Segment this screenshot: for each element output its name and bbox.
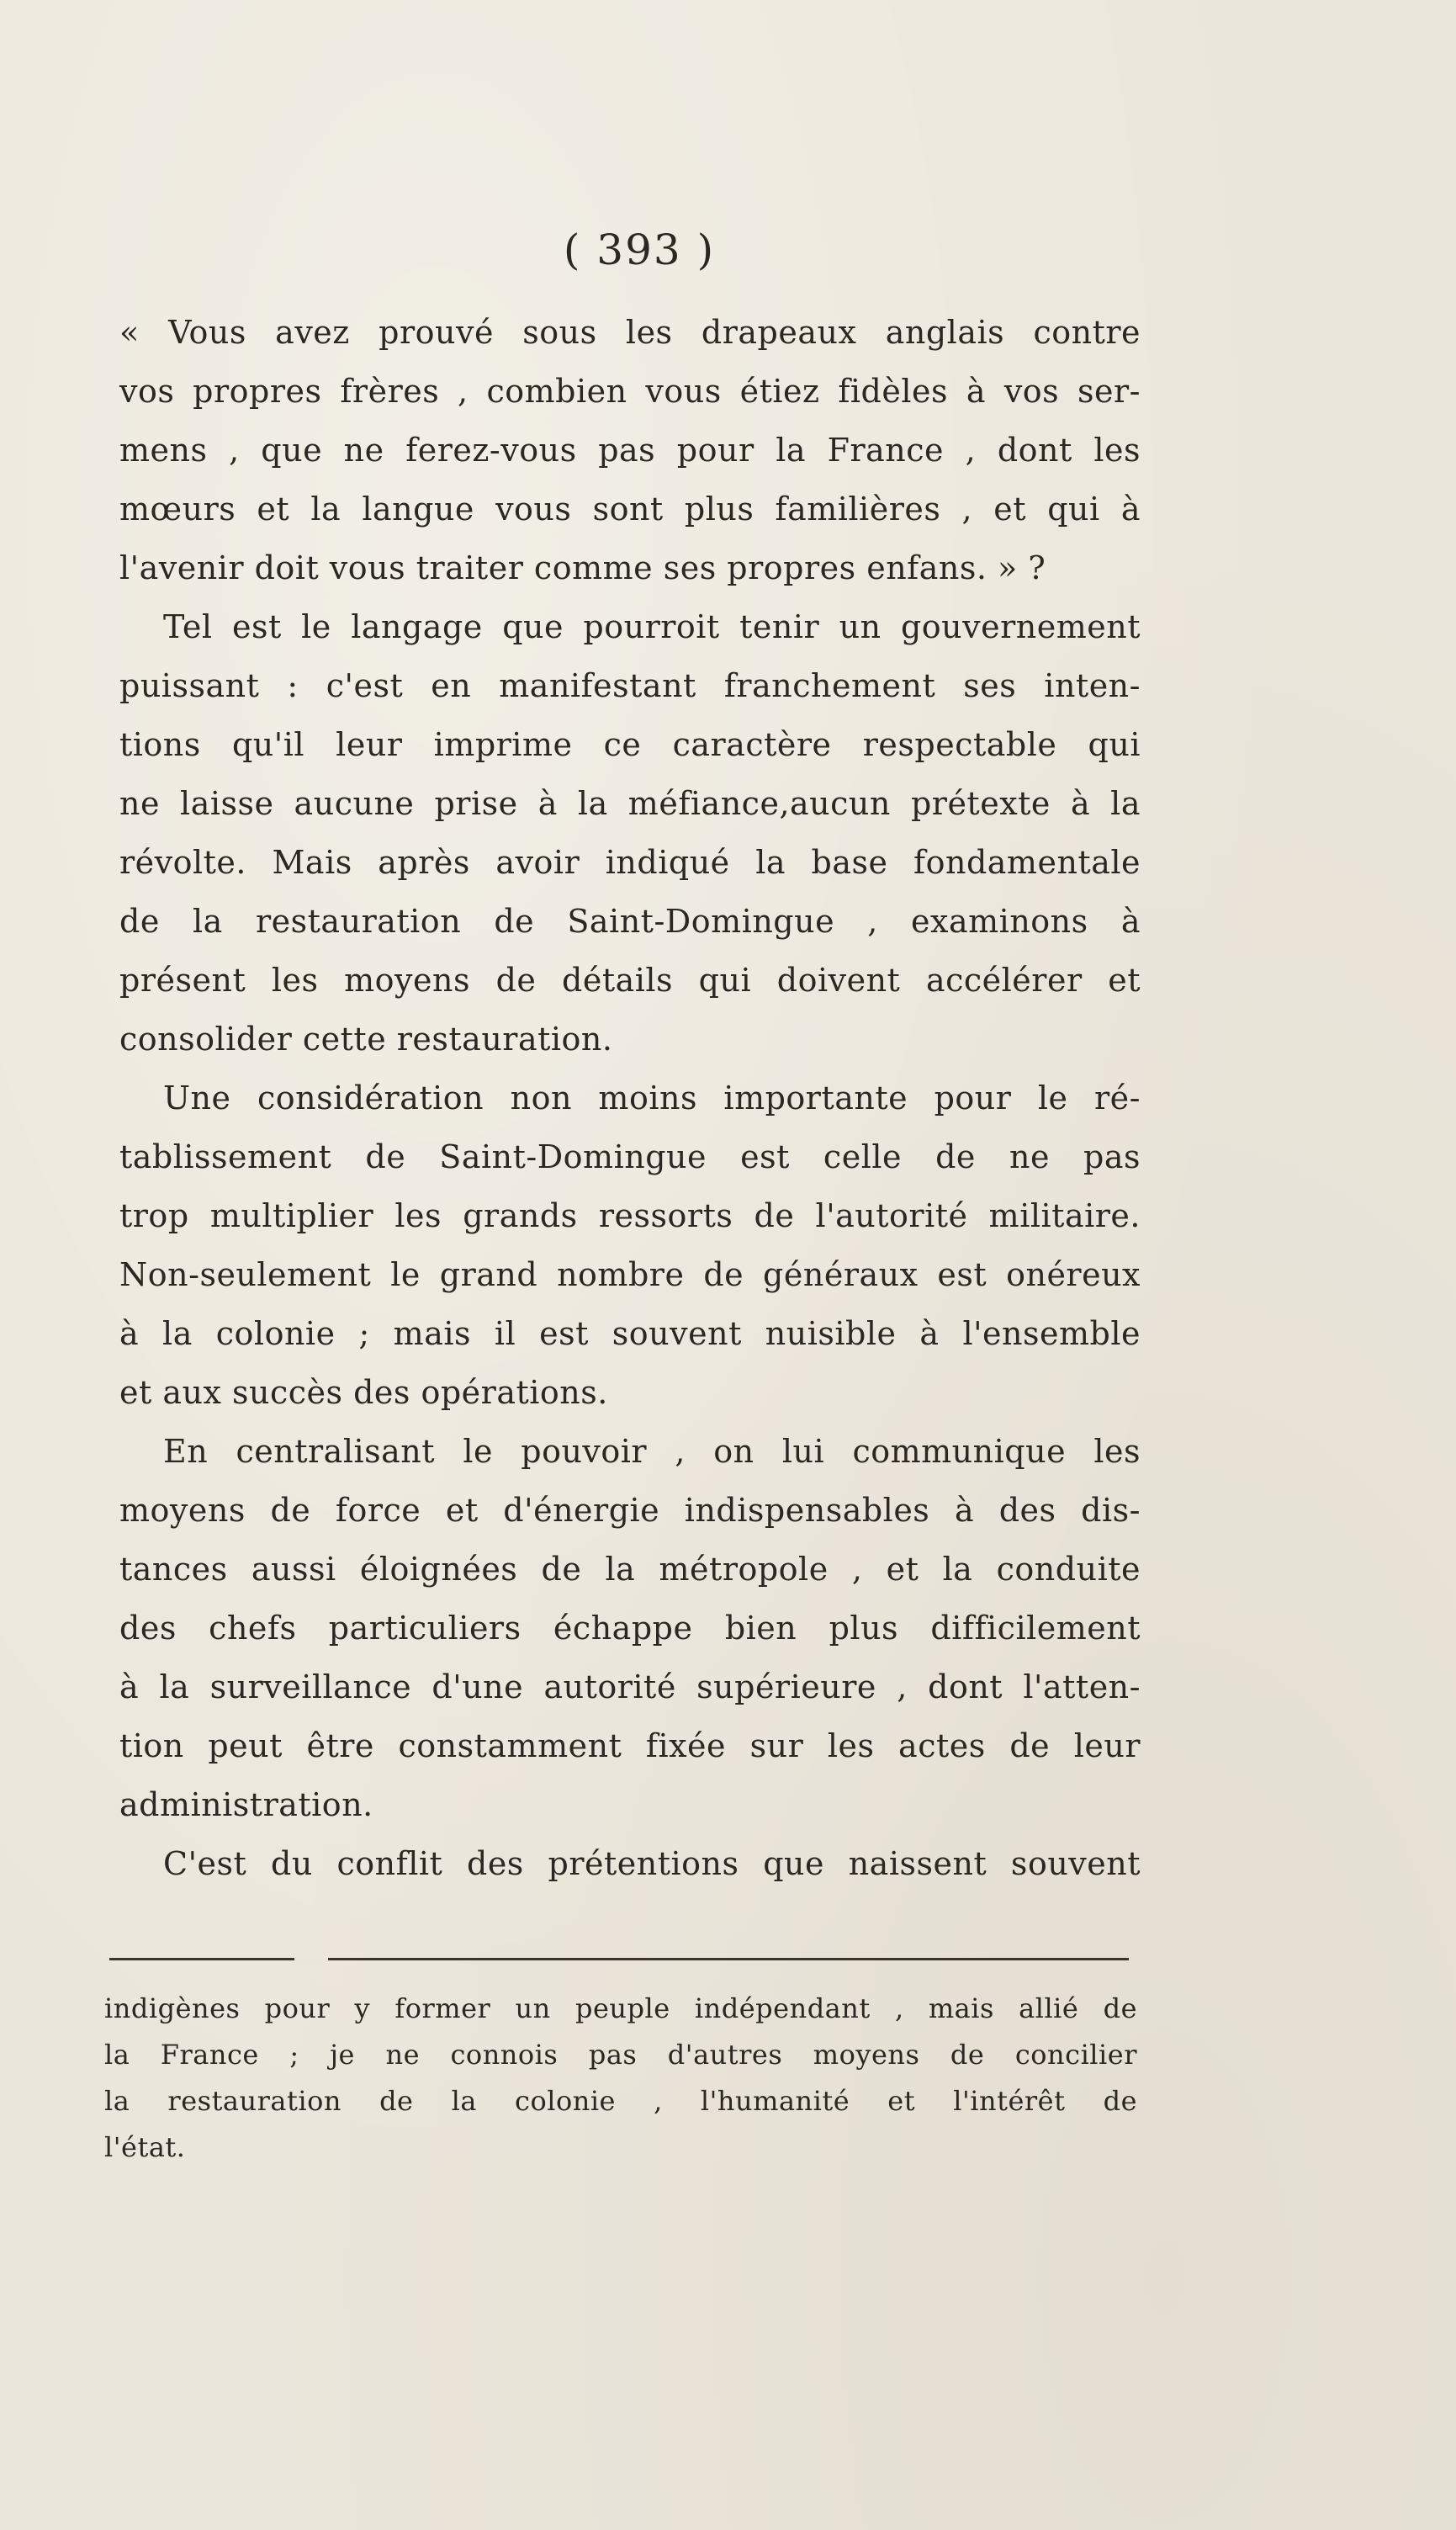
text-line: administration. [119, 1786, 373, 1823]
footnote [104, 1986, 1137, 2171]
text-line: Une considération non moins importante pour le ré- [163, 1079, 1141, 1116]
text-line: « Vous avez prouvé sous les drapeaux anglais contre [119, 314, 1141, 351]
text-line: mens , que ne ferez-vous pas pour la France , dont les [119, 432, 1141, 469]
text-line: mœurs et la langue vous sont plus familières , et qui à [119, 491, 1141, 528]
text-line: vos propres frères , combien vous étiez fidèles à vos ser- [119, 373, 1141, 410]
text-line: à la colonie ; mais il est souvent nuisible à l'ensemble [119, 1315, 1141, 1352]
text-line: et aux succès des opérations. [119, 1374, 608, 1411]
footnote-line: la restauration de la colonie , l'humanité et l'intérêt de [104, 2085, 1137, 2117]
text-line: moyens de force et d'énergie indispensables à des dis- [119, 1492, 1141, 1529]
footnote-line: indigènes pour y former un peuple indépendant , mais allié de [104, 1992, 1137, 2024]
text-line: trop multiplier les grands ressorts de l'autorité militaire. [119, 1197, 1141, 1234]
footnote-line: la France ; je ne connois pas d'autres moyens de concilier [104, 2039, 1137, 2071]
text-line: C'est du conflit des prétentions que naissent souvent [163, 1845, 1141, 1882]
text-line: tion peut être constamment fixée sur les actes de leur [119, 1727, 1141, 1764]
text-line: présent les moyens de détails qui doivent accélérer et [119, 962, 1141, 999]
text-line: En centralisant le pouvoir , on lui communique les [163, 1433, 1141, 1470]
text-line: Non-seulement le grand nombre de généraux est onéreux [119, 1256, 1141, 1293]
text-line: puissant : c'est en manifestant franchement ses inten- [119, 667, 1141, 704]
text-line: l'avenir doit vous traiter comme ses propres enfans. » ? [119, 549, 1046, 586]
text-line: consolider cette restauration. [119, 1021, 613, 1058]
text-line: des chefs particuliers échappe bien plus difficilement [119, 1610, 1141, 1647]
text-line: Tel est le langage que pourroit tenir un gouvernement [163, 608, 1141, 645]
text-line: tablissement de Saint-Domingue est celle de ne pas [119, 1138, 1141, 1175]
text-line: tances aussi éloignées de la métropole , et la conduite [119, 1551, 1141, 1588]
text-line: à la surveillance d'une autorité supérieure , dont l'atten- [119, 1668, 1141, 1705]
body-text [119, 303, 1141, 1893]
page-number: ( 393 ) [563, 225, 716, 274]
text-line: de la restauration de Saint-Domingue , examinons à [119, 903, 1141, 940]
text-line: tions qu'il leur imprime ce caractère respectable qui [119, 726, 1141, 763]
text-line: révolte. Mais après avoir indiqué la base fondamentale [119, 844, 1141, 881]
footnote-line: l'état. [104, 2131, 186, 2163]
text-line: ne laisse aucune prise à la méfiance,aucun prétexte à la [119, 785, 1141, 822]
footnote-separator-rule [109, 1958, 1129, 1960]
